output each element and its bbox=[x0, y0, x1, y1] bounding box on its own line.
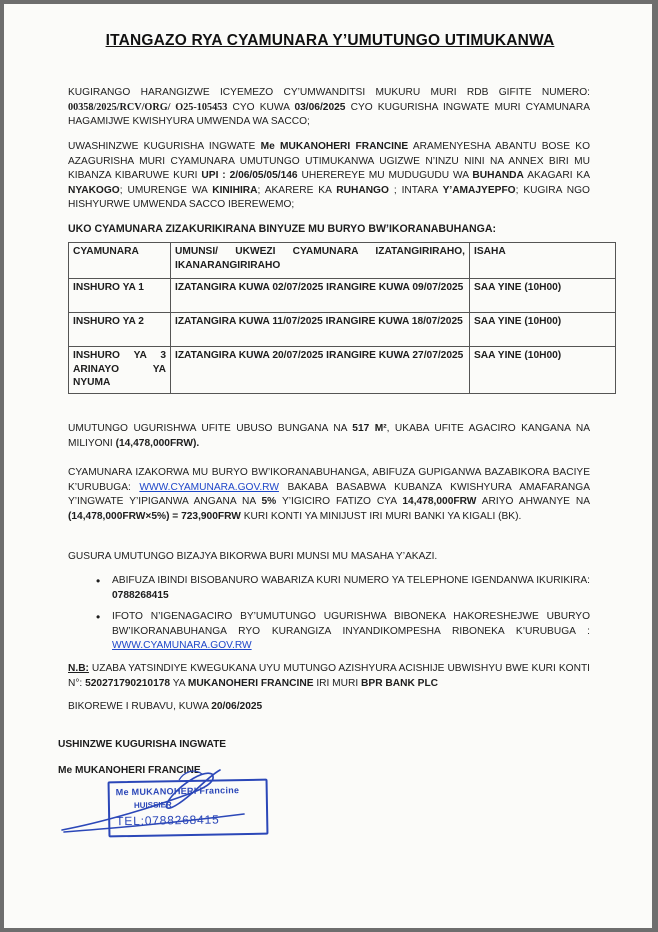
parcel-upi: UPI : 2/06/05/05/146 bbox=[201, 170, 298, 182]
table-cell: IZATANGIRA KUWA 20/07/2025 IRANGIRE KUWA 27/07/2025 bbox=[171, 347, 470, 394]
bailiff-name: Me MUKANOHERI FRANCINE bbox=[260, 141, 409, 152]
table-cell: SAA YINE (10H00) bbox=[470, 279, 616, 313]
table-header-cell: CYAMUNARA bbox=[69, 243, 171, 279]
info-bullet-list bbox=[96, 574, 590, 661]
nb-label: N.B: bbox=[68, 663, 89, 674]
decision-number: 00358/2025/RCV/ORG/ O25-105453 bbox=[68, 101, 228, 113]
page-title: ITANGAZO RYA CYAMUNARA Y’UMUTUNGO UTIMUKANWA bbox=[105, 32, 555, 49]
table-cell: SAA YINE (10H00) bbox=[470, 313, 616, 347]
table-cell: IZATANGIRA KUWA 11/07/2025 IRANGIRE KUWA 18/07/2025 bbox=[171, 313, 470, 347]
paragraph-property-size: UMUTUNGO UGURISHWA UFITE UBUSO BUNGANA NA 517 M², UKABA UFITE AGACIRO KANGANA NA MILIYONI (14,478,000FRW). bbox=[68, 423, 590, 449]
table-row bbox=[69, 347, 616, 394]
list-item: • ABIFUZA IBINDI BISOBANURO WABARIZA KURI NUMERO YA TELEPHONE IGENDANWA IKURIKIRA: 0788268415 bbox=[96, 574, 590, 603]
paragraph-rdb-decision: KUGIRANGO HARANGIZWE ICYEMEZO CY’UMWANDITSI MUKURU MURI RDB GIFITE NUMERO: 00358/2025/RCV/ORG/ O25-105453 CYO KUWA 03/06/2025 CYO KUGURISHA INGWATE MURI CYAMUNARA HAGAMIJWE KWISHYURA UMWENDA WA SACCO; bbox=[68, 87, 590, 128]
table-header-cell: UMUNSI/ UKWEZI CYAMUNARA IZATANGIRIRAHO, IKANARANGIRIRAHO bbox=[171, 243, 470, 279]
contact-phone: 0788268415 bbox=[112, 589, 169, 601]
bank-name: BPR BANK PLC bbox=[361, 677, 439, 689]
issue-place-date: BIKOREWE I RUBAVU, KUWA 20/06/2025 bbox=[68, 701, 263, 712]
handwritten-signature bbox=[44, 752, 274, 852]
official-stamp: Me MUKANOHERI Francine HUISSIER TEL:0788268415 bbox=[108, 779, 269, 838]
paragraph-visit-hours: GUSURA UMUTUNGO BIZAJYA BIKORWA BURI MUNSI MU MASAHA Y’AKAZI. bbox=[68, 551, 438, 562]
paragraph-payment-note: N.B: UZABA YATSINDIYE KWEGUKANA UYU MUTUNGO AZISHYURA ACISHIJE UBWISHYU BWE KURI KONTI N°: 520271790210178 YA MUKANOHERI FRANCINE IRI MURI BPR BANK PLC bbox=[68, 663, 590, 689]
table-cell: INSHURO YA 1 bbox=[69, 279, 171, 313]
decision-date: 03/06/2025 bbox=[294, 101, 346, 113]
table-row bbox=[69, 313, 616, 347]
table-cell: SAA YINE (10H00) bbox=[470, 347, 616, 394]
document-page bbox=[4, 4, 652, 928]
table-header-row bbox=[69, 243, 616, 279]
auction-schedule-table bbox=[68, 242, 616, 394]
paragraph-auction-notice: UWASHINZWE KUGURISHA INGWATE Me MUKANOHERI FRANCINE ARAMENYESHA ABANTU BOSE KO AZAGURISHA MURI CYAMUNARA UMUTUNGO UTIMUKANWA UGIZWE N’INZU NINI NA ANNEX BIRI MU KIBANZA KIBARUWE KURI UPI : 2/06/05/05/146 UHEREREYE MU MUDUGUDU WA BUHANDA AKAGARI KA NYAKOGO; UMURENGE WA KINIHIRA; AKARERE KA RUHANGO ; INTARA Y’AMAJYEPFO; KUGIRA NGO HISHYURWE UMWENDA SACCO IBEREWEMO; bbox=[68, 141, 591, 211]
table-cell: INSHURO YA 2 bbox=[69, 313, 171, 347]
schedule-heading: UKO CYAMUNARA ZIZAKURIKIRANA BINYUZE MU BURYO BW’IKORANABUHANGA: bbox=[68, 223, 497, 235]
signatory-name: Me MUKANOHERI FRANCINE bbox=[58, 765, 201, 776]
table-cell: IZATANGIRA KUWA 02/07/2025 IRANGIRE KUWA 09/07/2025 bbox=[171, 279, 470, 313]
table-header-cell: ISAHA bbox=[470, 243, 616, 279]
table-cell: INSHURO YA 3 ARINAYO YA NYUMA bbox=[69, 347, 171, 394]
property-value: (14,478,000FRW). bbox=[115, 437, 200, 449]
paragraph-bidding-terms: CYAMUNARA IZAKORWA MU BURYO BW’IKORANABUHANGA, ABIFUZA GUPIGANWA BAZABIKORA BACIYE K’URUBUGA: WWW.CYAMUNARA.GOV.RW BAKABA BASABWA KUBANZA KWISHYURA AMAFARANGA Y’INGWATE Y’IPIGANWA ANGANA NA 5% Y’IGICIRO FATIZO CYA 14,478,000FRW ARIYO AHWANYE NA (14,478,000FRW×5%) = 723,900FRW KURI KONTI YA MINIJUST IRI MURI BANKI YA KIGALI (BK). bbox=[68, 467, 590, 522]
auction-website-link[interactable]: WWW.CYAMUNARA.GOV.RW bbox=[139, 481, 279, 493]
list-item: • IFOTO N’IGENAGACIRO BY’UMUTUNGO UGURISHWA BIBONEKA HAKORESHEJWE UBURYO BW’IKORANABUHANGA RYO KURANGIZA INYANDIKOMPESHA RIBONEKA K’URUBUGA : WWW.CYAMUNARA.GOV.RW bbox=[96, 610, 590, 654]
auction-website-link[interactable]: WWW.CYAMUNARA.GOV.RW bbox=[112, 640, 252, 652]
account-number: 520271790210178 bbox=[85, 677, 171, 689]
property-area: 517 M² bbox=[352, 423, 387, 434]
table-row bbox=[69, 279, 616, 313]
signatory-role: USHINZWE KUGURISHA INGWATE bbox=[58, 739, 227, 750]
deposit-amount: (14,478,000FRW×5%) = 723,900FRW bbox=[68, 510, 241, 522]
